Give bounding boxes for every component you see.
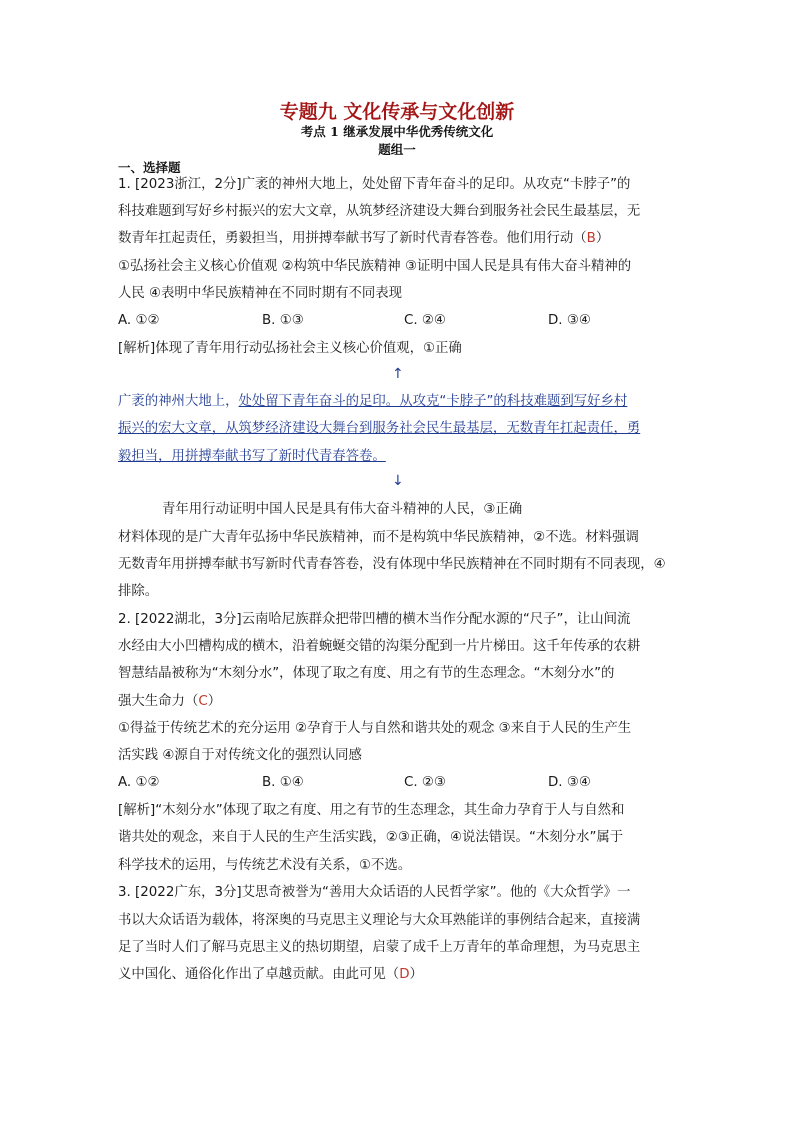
q2-analysis-line-3: 科学技术的运用，与传统艺术没有关系，①不选。 (118, 858, 412, 873)
q2-answer: C (198, 694, 208, 709)
q1-answer: B (586, 231, 596, 246)
q2-items-line-1: ①得益于传统艺术的充分运用 ②孕育于人与自然和谐共处的观念 ③来自于人民的生产生 (118, 721, 632, 736)
q1-analysis-line-2: 青年用行动证明中国人民是具有伟大奋斗精神的人民，③正确 (162, 502, 523, 517)
q2-stem-line-4: 强大生命力（C） (118, 694, 222, 709)
q2-stem-line-1: 2. [2022湖北，3分]云南哈尼族群众把带凹槽的横木当作分配水源的“尺子”，让山间流 (118, 612, 631, 627)
section-heading: 一、选择题 (118, 160, 181, 175)
page-title: 专题九 文化传承与文化创新 (279, 101, 515, 123)
q2-analysis-line-1: [解析]“木刻分水”体现了取之有度、用之有节的生态理念，其生命力孕育于人与自然和 (118, 803, 625, 818)
arrow-down-icon: ↓ (392, 473, 404, 489)
q1-option-d: D. ③④ (548, 313, 591, 328)
q1-material-line-3: 毅担当，用拼搏奉献书写了新时代青春答卷。 (118, 449, 386, 464)
q1-material-line-1: 广袤的神州大地上，处处留下青年奋斗的足印。从攻克“卡脖子”的科技难题到写好乡村 (118, 394, 628, 409)
q1-analysis-line-3: 材料体现的是广大青年弘扬中华民族精神，而不是构筑中华民族精神，②不选。材料强调 (118, 530, 639, 545)
q1-stem-line-3: 数青年扛起责任，勇毅担当，用拼搏奉献书写了新时代青春答卷。他们用行动（B） (118, 231, 610, 246)
q1-items-line-1: ①弘扬社会主义核心价值观 ②构筑中华民族精神 ③证明中国人民是具有伟大奋斗精神的 (118, 259, 632, 274)
q1-items-line-2: 人民 ④表明中华民族精神在不同时期有不同表现 (118, 286, 403, 301)
q1-analysis-line-5: 排除。 (118, 584, 159, 599)
q1-analysis-line-1: [解析]体现了青年用行动弘扬社会主义核心价值观，①正确 (118, 341, 462, 356)
q2-option-b: B. ①④ (262, 775, 304, 790)
q2-items-line-2: 活实践 ④源自于对传统文化的强烈认同感 (118, 748, 362, 763)
q1-stem-line-2: 科技难题到写好乡村振兴的宏大文章，从筑梦经济建设大舞台到服务社会民生最基层，无 (118, 204, 641, 219)
question-group-label: 题组一 (378, 142, 416, 157)
arrow-up-icon: ↑ (392, 366, 404, 382)
q1-option-b: B. ①③ (262, 313, 304, 328)
q2-analysis-line-2: 谐共处的观念，来自于人民的生产生活实践，②③正确，④说法错误。“木刻分水”属于 (118, 830, 624, 845)
q2-stem-line-3: 智慧结晶被称为“木刻分水”，体现了取之有度、用之有节的生态理念。“木刻分水”的 (118, 666, 615, 681)
q3-stem-line-2: 书以大众话语为载体，将深奥的马克思主义理论与大众耳熟能详的事例结合起来，直接满 (118, 913, 641, 928)
q1-stem-line-1: 1. [2023浙江，2分]广袤的神州大地上，处处留下青年奋斗的足印。从攻克“卡脖子”的 (118, 177, 631, 192)
q3-stem-line-3: 足了当时人们了解马克思主义的热切期望，启蒙了成千上万青年的革命理想，为马克思主 (118, 940, 641, 955)
q2-option-d: D. ③④ (548, 775, 591, 790)
q3-stem-line-4: 义中国化、通俗化作出了卓越贡献。由此可见（D） (118, 967, 423, 982)
q3-stem-line-1: 3. [2022广东，3分]艾思奇被誉为“善用大众话语的人民哲学家”。他的《大众哲学》一 (118, 885, 631, 900)
q1-option-a: A. ①② (118, 313, 160, 328)
q1-material-line-2: 振兴的宏大文章，从筑梦经济建设大舞台到服务社会民生最基层，无数青年扛起责任，勇 (118, 421, 641, 436)
q1-analysis-line-4: 无数青年用拼搏奉献书写新时代青春答卷，没有体现中华民族精神在不同时期有不同表现，④ (118, 557, 666, 572)
q2-stem-line-2: 水经由大小凹槽构成的横木，沿着蜿蜒交错的沟渠分配到一片片梯田。这千年传承的农耕 (118, 639, 641, 654)
q2-option-a: A. ①② (118, 775, 160, 790)
q2-option-c: C. ②③ (404, 775, 446, 790)
q3-answer: D (399, 967, 410, 982)
topic-subtitle: 考点 1 继承发展中华优秀传统文化 (300, 124, 494, 139)
q1-option-c: C. ②④ (404, 313, 446, 328)
